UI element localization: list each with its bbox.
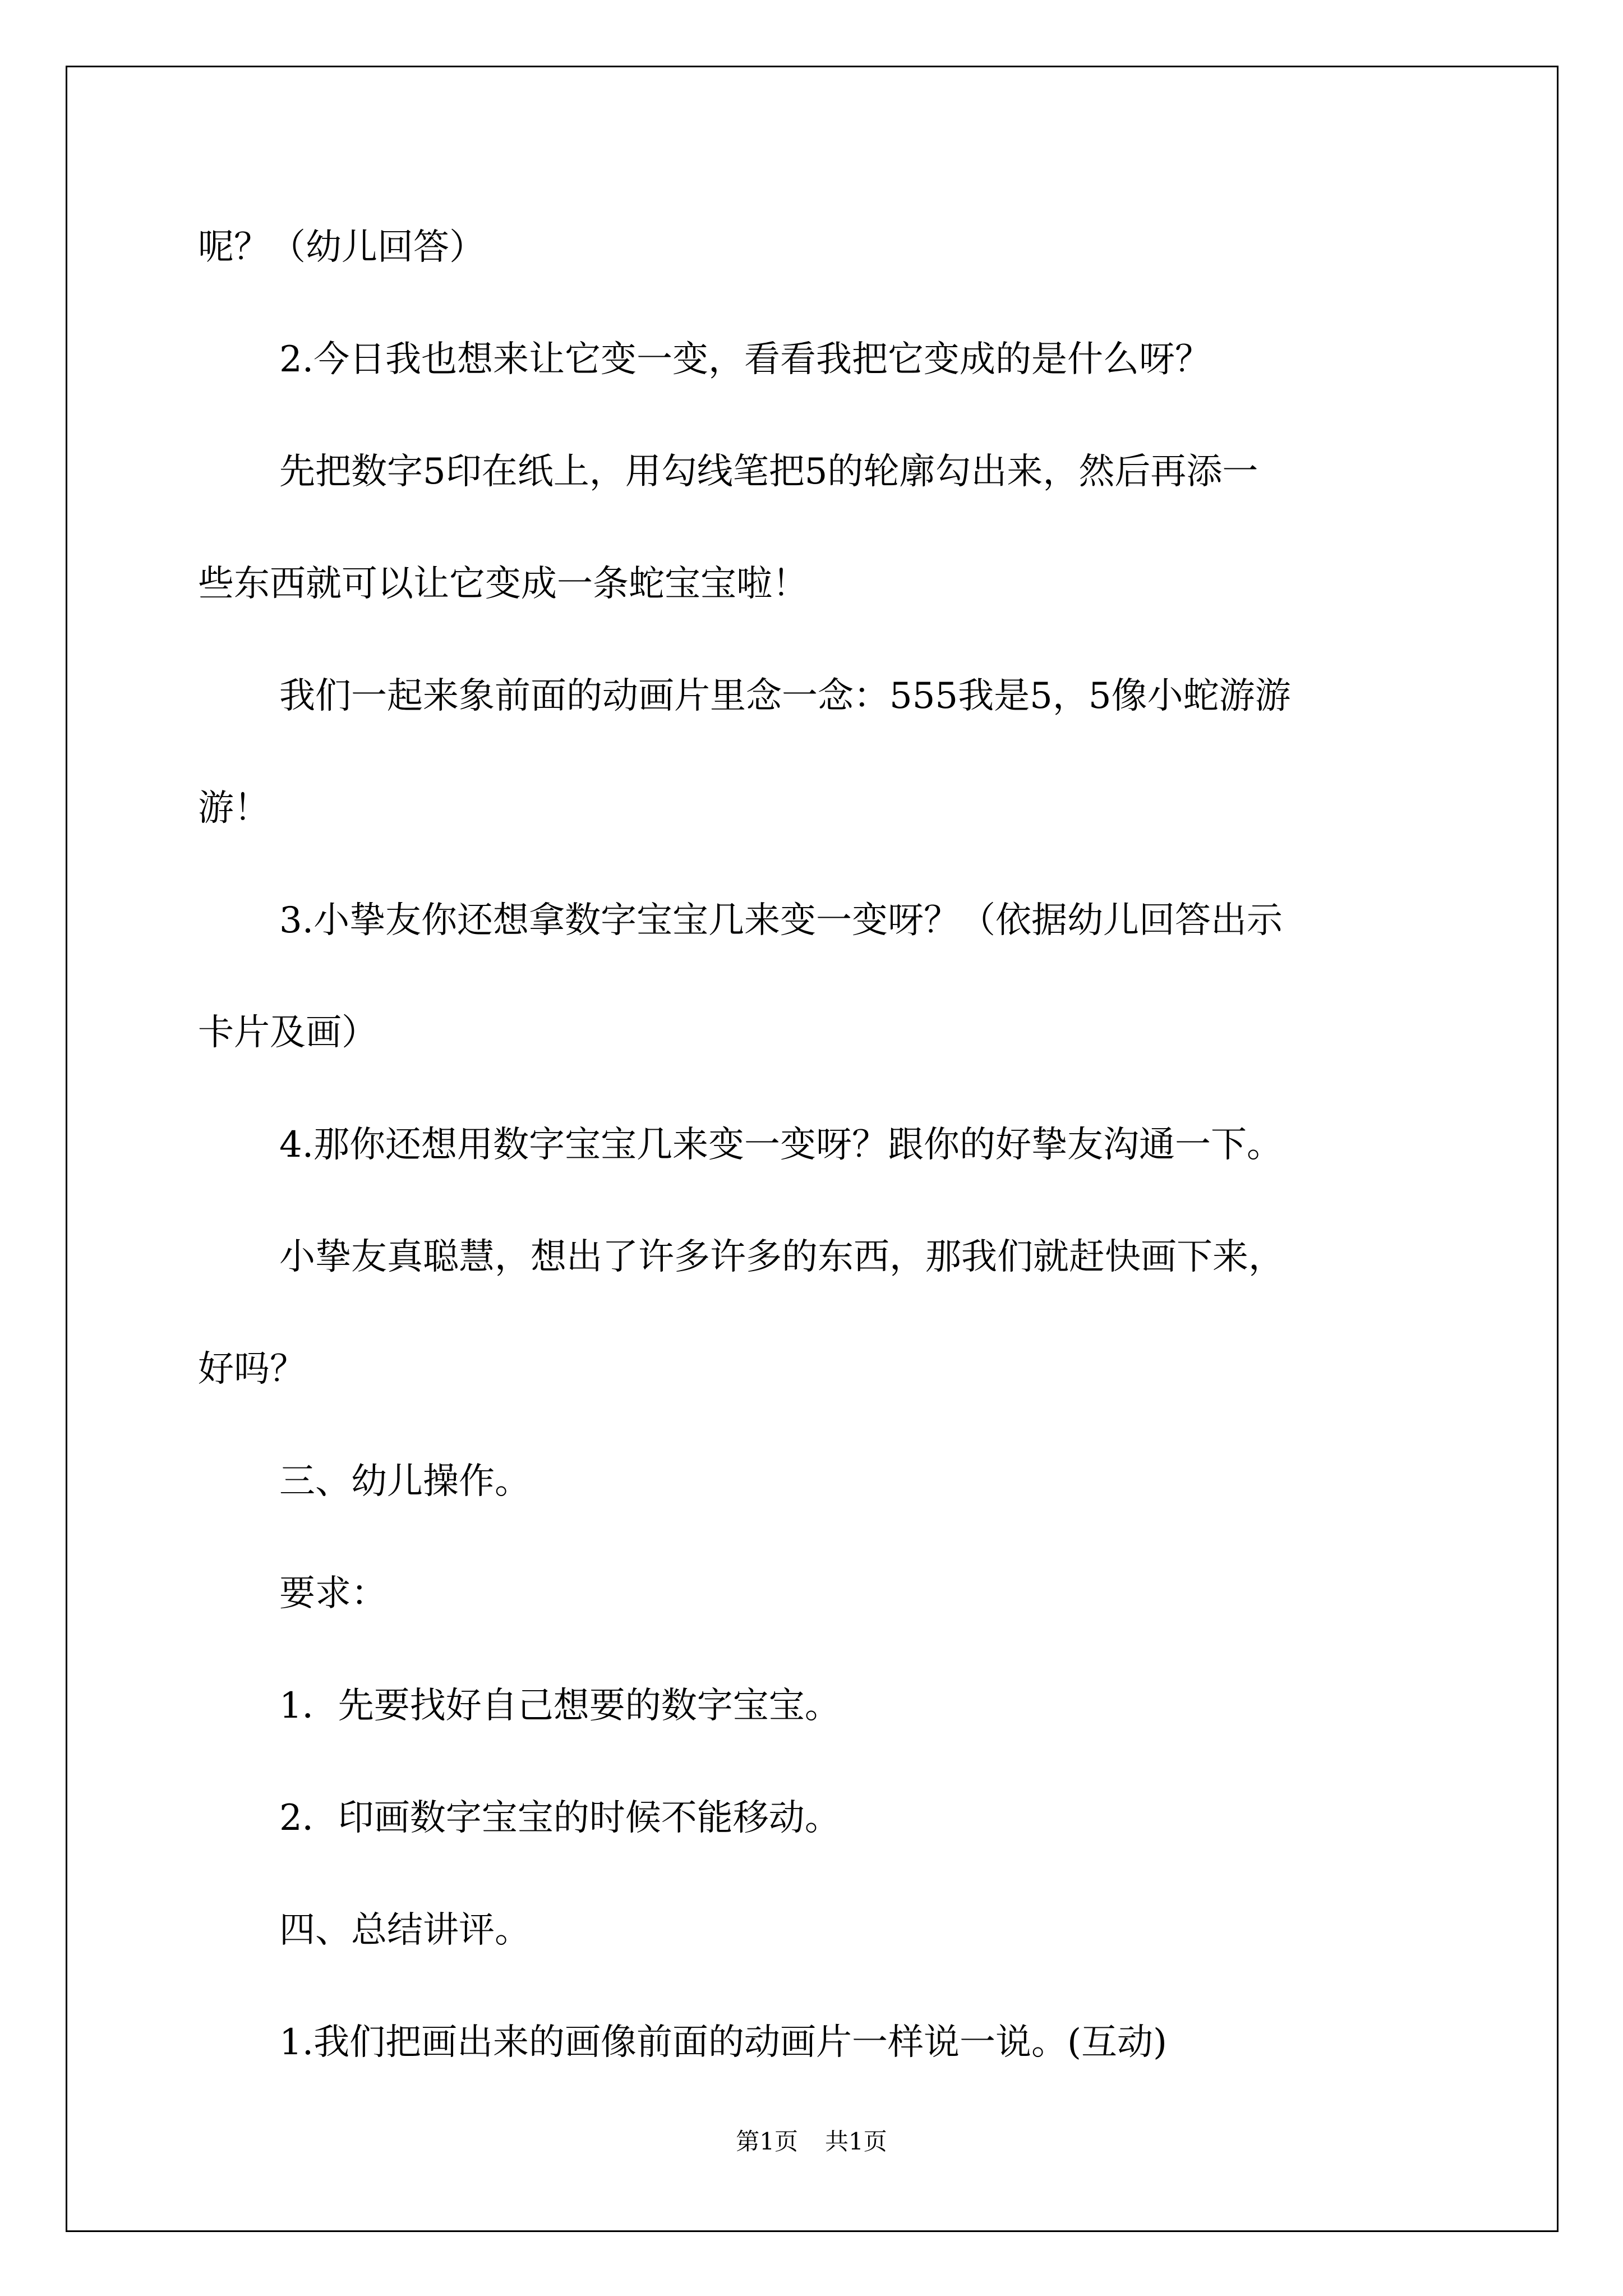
text-line: 呢？（幼儿回答） <box>198 227 485 268</box>
section-heading: 四、总结讲评。 <box>279 1910 531 1951</box>
text-line: 2.今日我也想来让它变一变，看看我把它变成的是什么呀？ <box>279 339 1211 380</box>
text-line: 些东西就可以让它变成一条蛇宝宝啦！ <box>198 563 808 605</box>
text-line: 我们一起来象前面的动画片里念一念：555我是5，5像小蛇游游 <box>279 675 1291 717</box>
page-number: 第1页 <box>736 2128 798 2155</box>
text-line: 小挚友真聪慧，想出了许多许多的东西，那我们就赶快画下来， <box>279 1236 1284 1278</box>
text-line: 1.我们把画出来的画像前面的动画片一样说一说。(互动) <box>279 2022 1167 2063</box>
text-line: 游！ <box>198 788 270 829</box>
text-line: 先把数字5印在纸上，用勾线笔把5的轮廓勾出来，然后再添一 <box>279 451 1258 493</box>
list-item: 2．印画数字宝宝的时候不能移动。 <box>279 1797 841 1839</box>
page-total: 共1页 <box>825 2128 887 2155</box>
text-line: 要求： <box>279 1573 387 1614</box>
text-line: 卡片及画） <box>198 1012 377 1053</box>
page-footer <box>0 2125 1623 2159</box>
text-line: 3.小挚友你还想拿数字宝宝几来变一变呀？（依据幼儿回答出示 <box>279 900 1283 941</box>
section-heading: 三、幼儿操作。 <box>279 1461 531 1502</box>
text-line: 4.那你还想用数字宝宝几来变一变呀？跟你的好挚友沟通一下。 <box>279 1124 1283 1166</box>
list-item: 1．先要找好自己想要的数字宝宝。 <box>279 1685 841 1727</box>
text-line: 好吗？ <box>198 1349 306 1390</box>
